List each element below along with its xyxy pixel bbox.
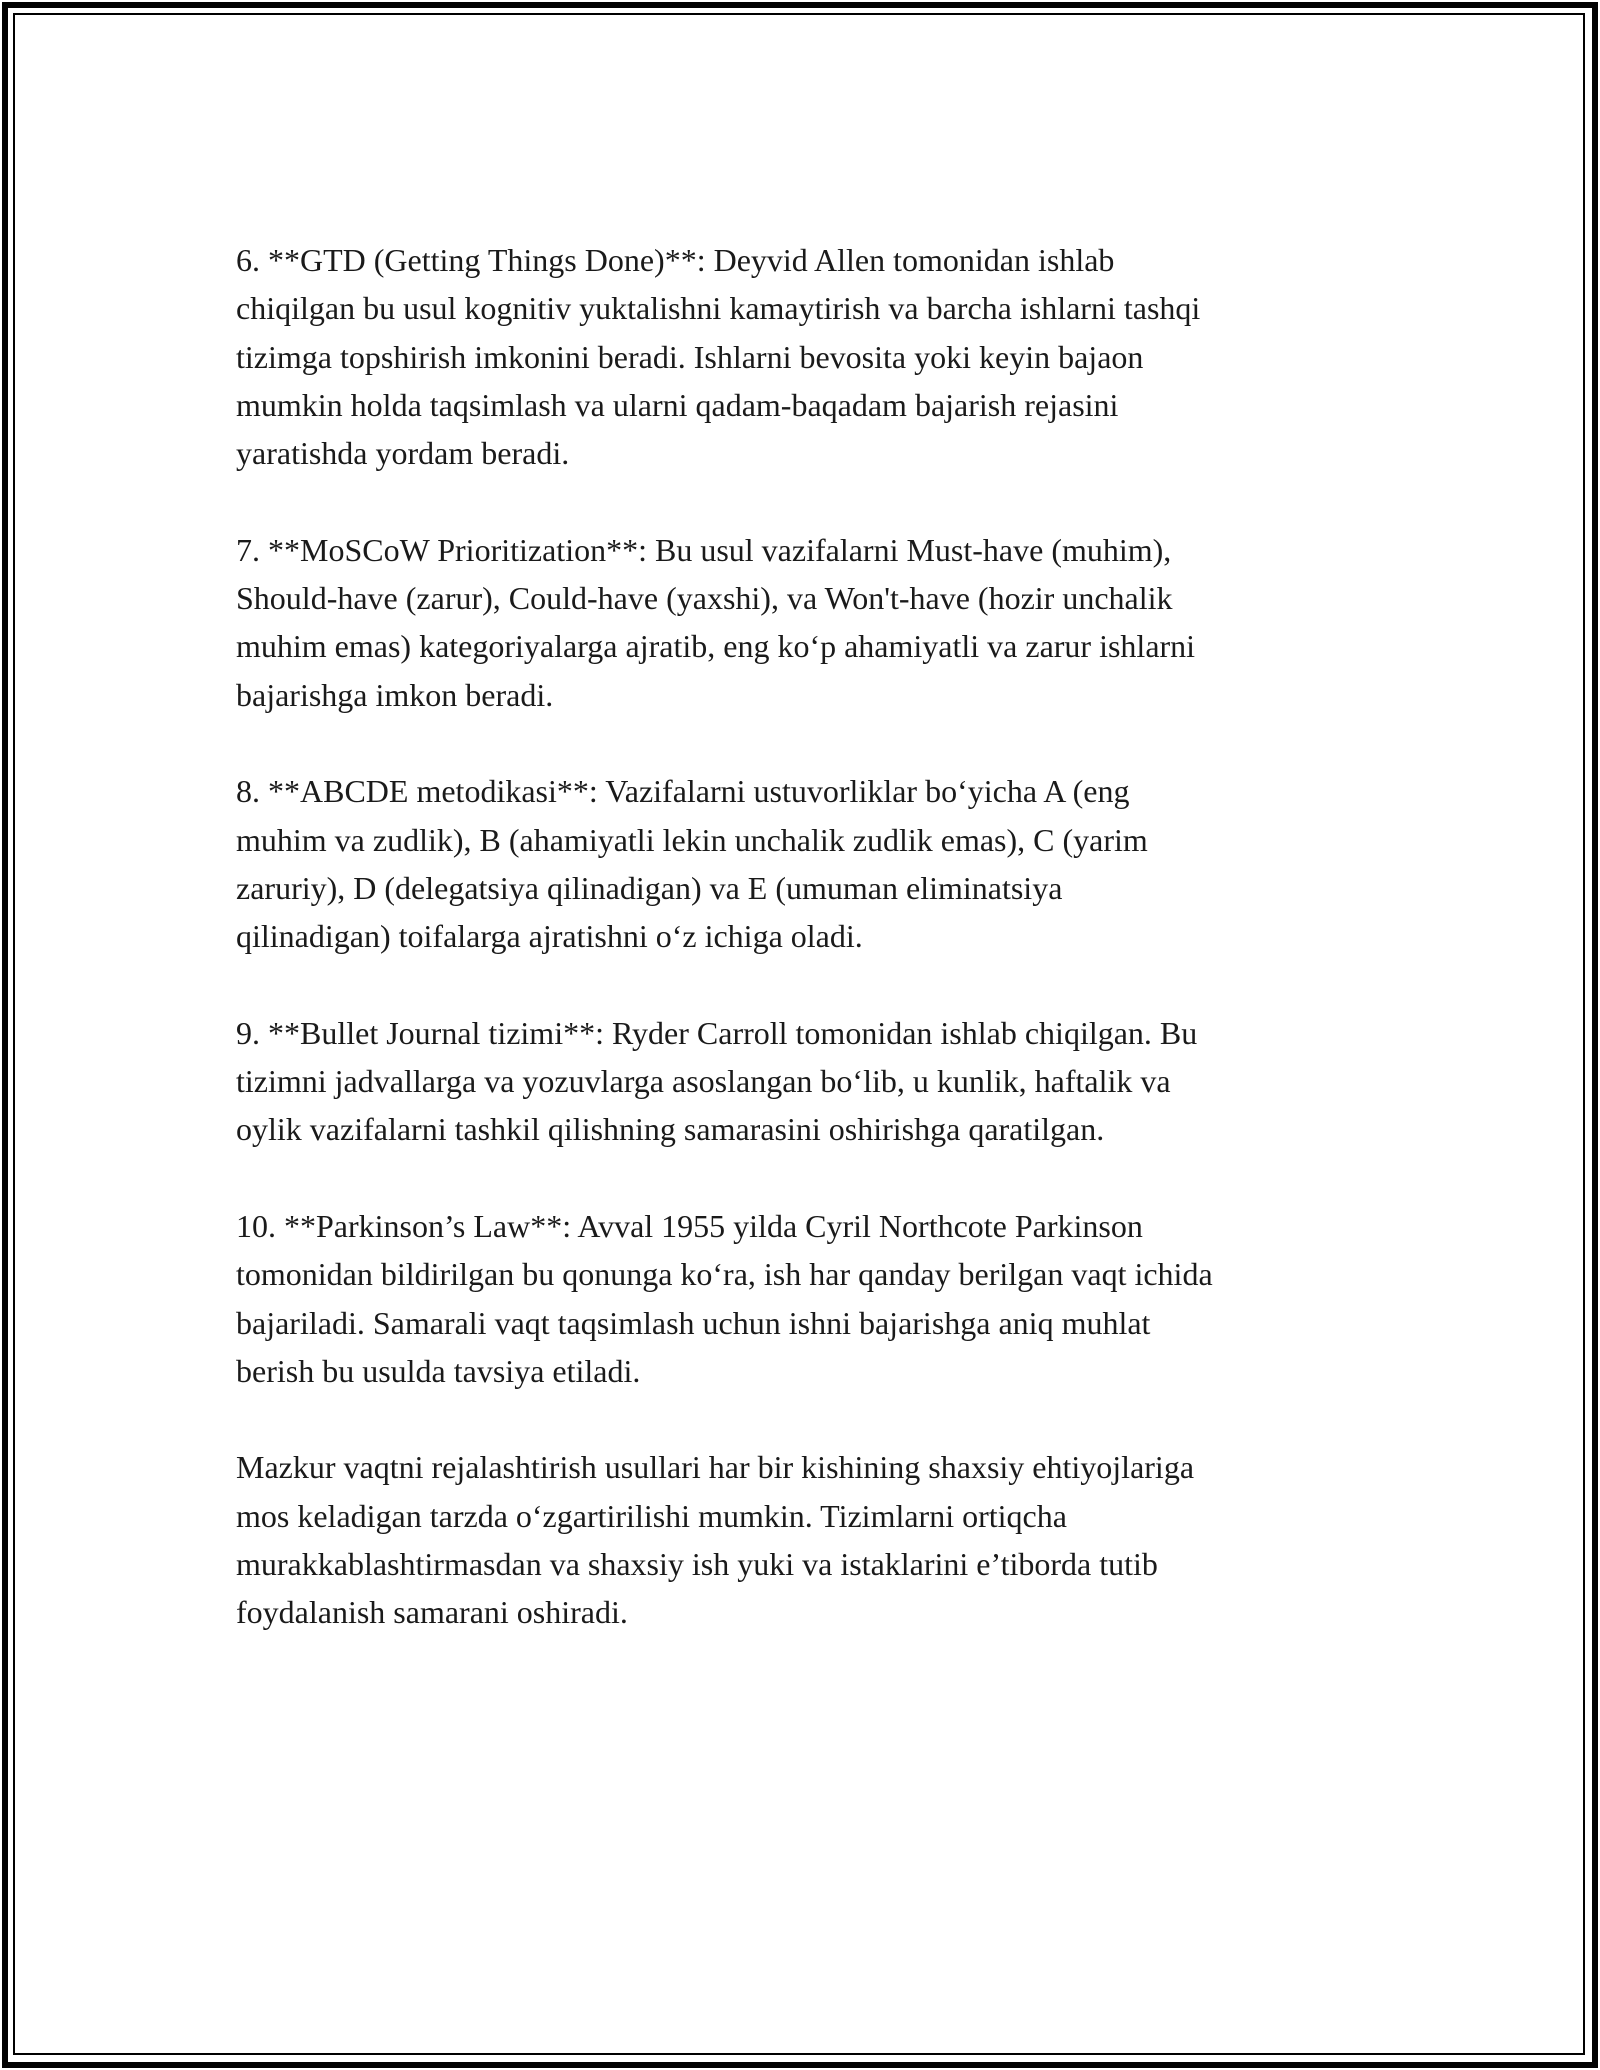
paragraph-parkinsons-law: 10. **Parkinson’s Law**: Avval 1955 yilda Cyril Northcote Parkinson tomonidan bildirilgan bu qonunga ko‘ra, ish har qanday berilgan vaqt ichida bajariladi. Samarali vaqt taqsimlash uchun ishni bajarishga aniq muhlat berish bu usulda tavsiya etiladi.: [236, 1207, 1213, 1389]
paragraph-conclusion: Mazkur vaqtni rejalashtirish usullari har bir kishining shaxsiy ehtiyojlariga mos keladigan tarzda o‘zgartirilishi mumkin. Tizimlarni ortiqcha murakkablashtirmasdan va shaxsiy ish yuki va istaklarini e’tiborda tutib foydalanish samarani oshiradi.: [236, 1449, 1195, 1631]
paragraph-gtd: 6. **GTD (Getting Things Done)**: Deyvid Allen tomonidan ishlab chiqilgan bu usul kognitiv yuktalishni kamaytirish va barcha ishlarni tashqi tizimga topshirish imkonini beradi. Ishlarni bevosita yoki keyin bajaon mumkin holda taqsimlash va ularni qadam-baqadam bajarish rejasini yaratishda yordam beradi.: [236, 242, 1201, 472]
paragraph-abcde: 8. **ABCDE metodikasi**: Vazifalarni ustuvorliklar bo‘yicha A (eng muhim va zudlik), B (ahamiyatli lekin unchalik zudlik emas), C (yarim zaruriy), D (delegatsiya qilinadigan) va E (umuman eliminatsiya qilinadigan) toifalarga ajratishni o‘z ichiga oladi.: [236, 773, 1148, 955]
document-body: [236, 236, 1366, 1637]
paragraph-bullet-journal: 9. **Bullet Journal tizimi**: Ryder Carroll tomonidan ishlab chiqilgan. Bu tizimni jadvallarga va yozuvlarga asoslangan bo‘lib, u kunlik, haftalik va oylik vazifalarni tashkil qilishning samarasini oshirishga qaratilgan.: [236, 1014, 1198, 1148]
paragraph-moscow: 7. **MoSCoW Prioritization**: Bu usul vazifalarni Must-have (muhim), Should-have (zarur), Could-have (yaxshi), va Won't-have (hozir unchalik muhim emas) kategoriyalarga ajratib, eng ko‘p ahamiyatli va zarur ishlarni bajarishga imkon beradi.: [236, 531, 1196, 713]
